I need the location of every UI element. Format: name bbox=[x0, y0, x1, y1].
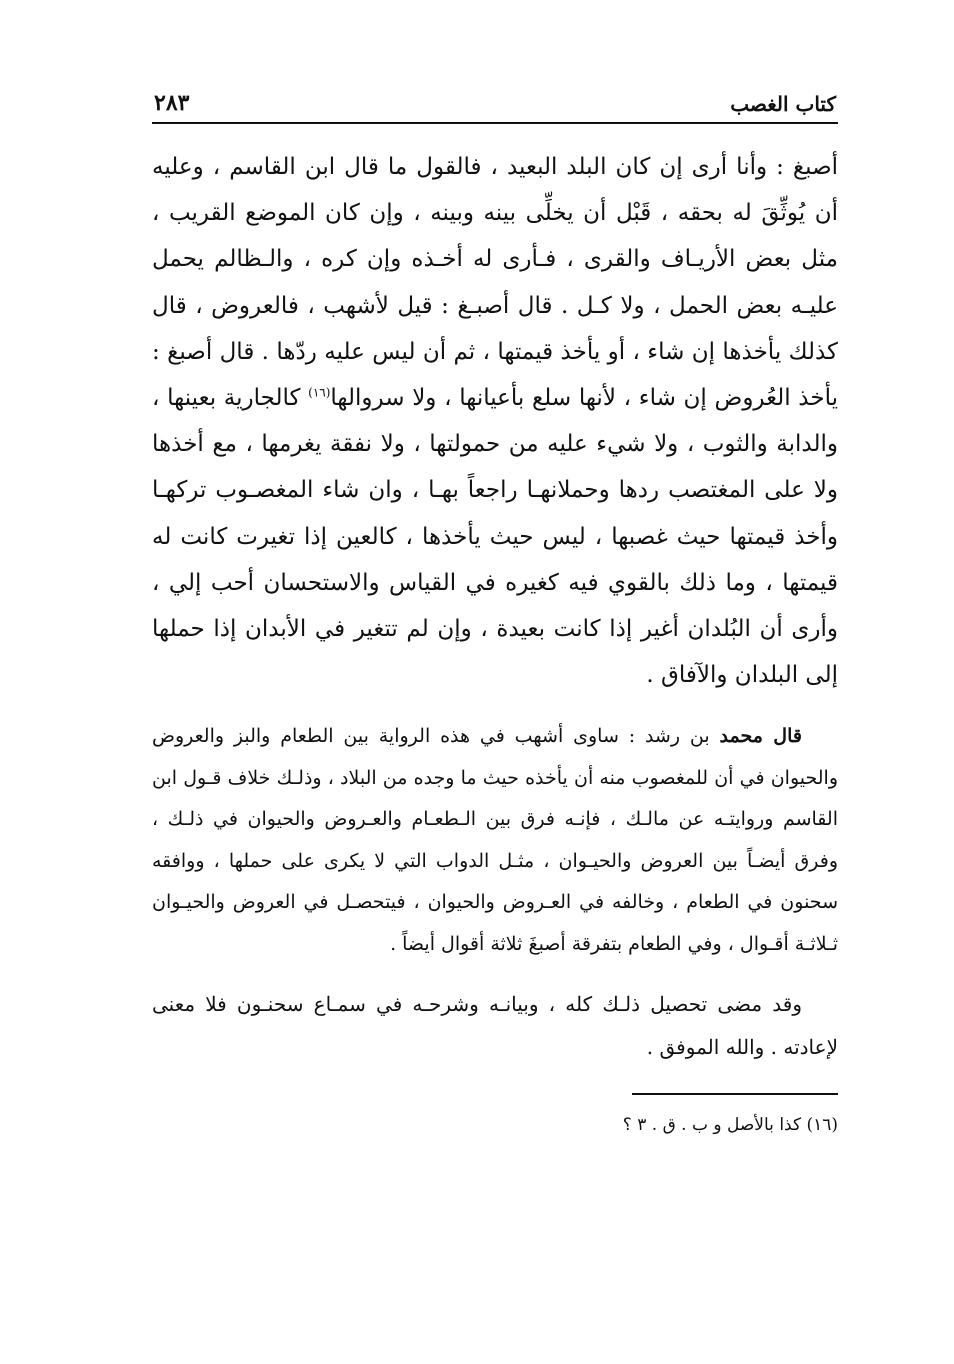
commentary-text: بن رشد : ساوى أشهب في هذه الرواية بين الطعام والبز والعروض والحيوان في أن للمغصوب منه أن يأخذه حيث ما وجده من البلاد ، وذلـك خلاف قـول ابن القاسم وروايتـه عن مالـك ، فإنـه فرق بين الـطعـام والعـروض والحيوان في ذلـك ، وفرق أيضـاً بين العروض والحيـوان ، مثـل الدواب التي لا يكرى على حملها ، ووافقه سحنون في الطعام ، وخالفه في العـروض والحيوان ، فيتحصـل في العروض والحيـوان ثـلاثـة أقـوال ، وفي الطعام بتفرقة أصبغَ ثلاثة أقوال أيضاً . bbox=[152, 725, 838, 955]
header-rule bbox=[152, 122, 838, 124]
commentary-lead: قال محمد bbox=[719, 725, 802, 748]
paragraph-text-part-1: أصبغ : وأنا أرى إن كان البلد البعيد ، فالقول ما قال ابن القاسم ، وعليه أن يُوثِّقَ له بحقه ، قَبْل أن يخلِّى بينه وبينه ، وإن كان الموضع القريب ، مثل بعض الأريـاف والقرى ، فـأرى له أخـذه وإن كره ، والـظالم يحمل عليـه بعض الحمل ، ولا كـل . قال أصبـغ : قيل لأشهب ، فالعروض ، قال كذلك يأخذها إن شاء ، أو يأخذ قيمتها ، ثم أن ليس عليه ردّها . قال أصبغ : يأخذ العُروض إن شاء ، لأنها سلع بأعيانها ، ولا سروالها bbox=[152, 154, 839, 412]
footnote: (١٦) كذا بالأصل و ب . ق . ٣ ؟ bbox=[622, 1115, 838, 1136]
paragraph-asbagh bbox=[152, 144, 838, 698]
page-header bbox=[152, 80, 838, 122]
page-number: ٢٨٣ bbox=[154, 90, 190, 116]
footnote-rule bbox=[632, 1093, 838, 1095]
paragraph-closing: وقد مضى تحصيل ذلـك كله ، وبيانـه وشرحـه في سمـاع سحنـون فلا معنى لإعادته . والله الموفق . bbox=[152, 992, 838, 1060]
book-page bbox=[152, 80, 838, 1135]
paragraph-ibn-rushd bbox=[152, 716, 838, 965]
running-title: كتاب الغصب bbox=[730, 92, 836, 116]
footnote-reference: (١٦) bbox=[308, 385, 331, 400]
paragraph-text-part-2: كالجارية بعينها ، والدابة والثوب ، ولا شيء عليه من حمولتها ، ولا نفقة يغرمها ، مع أخذها ولا على المغتصب ردها وحملانهـا راجعاً بهـا ، وان شاء المغصـوب تركهـا وأخذ قيمتها حيث غصبها ، ليس حيث يأخذها ، كالعين إذا تغيرت كانت له قيمتها ، وما ذلك بالقوي فيه كغيره في القياس والاستحسان أحب إلي ، وأرى أن البُلدان أغير إذا كانت بعيدة ، وإن لم تتغير في الأبدان إذا حملها إلى البلدان والآفاق . bbox=[152, 385, 838, 689]
